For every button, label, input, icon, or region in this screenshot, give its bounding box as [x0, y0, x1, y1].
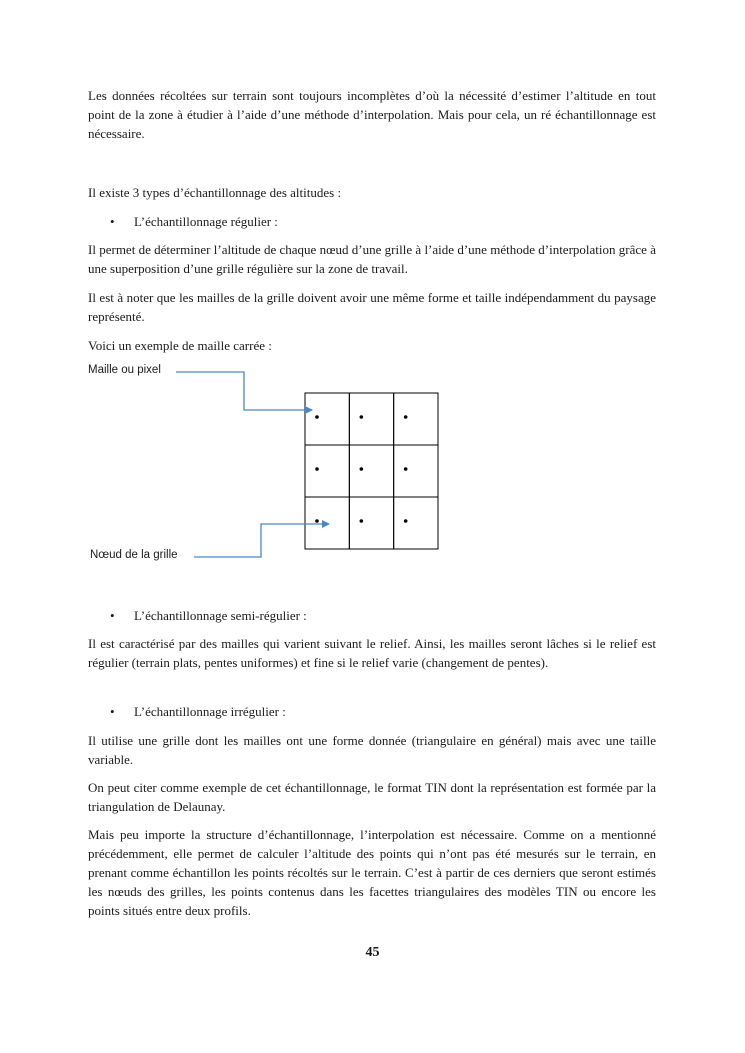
paragraph-conclusion: Mais peu importe la structure d’échantillonnage, l’interpolation est nécessaire. Comme on a mentionné précédemment, elle permet de calculer l’altitude des points qui n’ont pas été mesurés sur le terrain, en prenant comme échantillon les points récoltés sur le terrain. C’est à partir de ces derniers que seront estimés les nœuds des grilles, les points contenus dans les facettes triangulaires des modèles TIN ou encore les points situés entre deux profils. — [88, 827, 656, 918]
paragraph-irreg-desc: Il utilise une grille dont les mailles ont une forme donnée (triangulaire en général) mais avec une taille variable. — [88, 733, 656, 767]
paragraph-types-intro: Il existe 3 types d’échantillonnage des altitudes : — [88, 185, 342, 200]
grid-node — [404, 467, 408, 471]
paragraph-mailles-note: Il est à noter que les mailles de la grille doivent avoir une même forme et taille indépendamment du paysage représenté. — [88, 290, 656, 324]
bullet-icon: • — [110, 608, 115, 623]
grid-node — [360, 415, 364, 419]
paragraph-tin-desc: On peut citer comme exemple de cet échantillonnage, le format TIN dont la représentation est formée par la triangulation de Delaunay. — [88, 780, 656, 814]
grid-cell — [305, 445, 349, 497]
grid-cell — [305, 393, 349, 445]
grid-cell — [305, 497, 349, 549]
grid-node — [360, 467, 364, 471]
paragraph-intro: Les données récoltées sur terrain sont toujours incomplètes d’où la nécessité d’estimer l’altitude en tout point de la zone à étudier à l’aide d’une méthode d’interpolation. Mais pour cela, un ré échantillonnage est nécessaire. — [88, 88, 656, 141]
grid-cell — [349, 393, 393, 445]
paragraph-regulier-desc: Il permet de déterminer l’altitude de chaque nœud d’une grille à l’aide d’une méthode d’interpolation grâce à une superposition d’une grille régulière sur la zone de travail. — [88, 242, 656, 276]
grid-node — [360, 519, 364, 523]
bullet-irregulier — [110, 702, 650, 721]
paragraph-exemple-intro: Voici un exemple de maille carrée : — [88, 338, 272, 353]
label-maille-ou-pixel: Maille ou pixel — [88, 364, 161, 376]
grid-node — [404, 519, 408, 523]
grid-cell — [349, 497, 393, 549]
grid-node — [315, 467, 319, 471]
grid-cell — [394, 393, 438, 445]
bullet-icon: • — [110, 214, 115, 229]
grid-node — [404, 415, 408, 419]
arrow-maille — [176, 372, 312, 410]
grid-cell — [394, 445, 438, 497]
grid-node — [315, 519, 319, 523]
grid-cell — [349, 445, 393, 497]
bullet-semi-regulier-label: L’échantillonnage semi-régulier : — [134, 608, 307, 623]
bullet-irregulier-label: L’échantillonnage irrégulier : — [134, 704, 286, 719]
page-number: 45 — [365, 945, 380, 960]
arrow-noeud — [194, 524, 329, 557]
label-noeud-de-la-grille: Nœud de la grille — [90, 549, 178, 561]
bullet-semi-regulier — [110, 606, 650, 625]
bullet-regulier-label: L’échantillonnage régulier : — [134, 214, 278, 229]
grid-node — [315, 415, 319, 419]
paragraph-semi-desc: Il est caractérisé par des mailles qui varient suivant le relief. Ainsi, les mailles seront lâches si le relief est régulier (terrain plats, pentes uniformes) et fine si le relief varie (changement de pentes). — [88, 636, 656, 670]
square-grid — [305, 393, 438, 549]
grid-cell — [394, 497, 438, 549]
bullet-icon: • — [110, 704, 115, 719]
